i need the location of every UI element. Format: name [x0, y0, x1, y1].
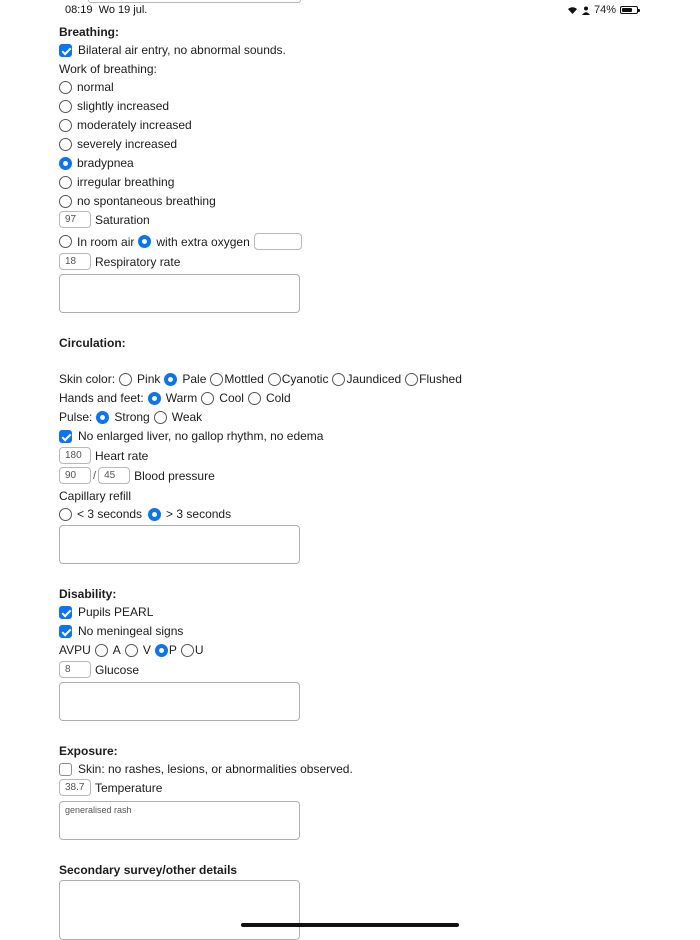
cap-option-label: < 3 seconds — [77, 507, 143, 521]
temperature-input[interactable]: 38.7 — [59, 779, 91, 796]
pulse-radio-weak[interactable] — [154, 411, 167, 424]
resp-rate-input[interactable]: 18 — [59, 253, 91, 270]
work-radio[interactable] — [59, 119, 72, 132]
skin-radio-cyanotic[interactable] — [268, 373, 281, 386]
air-source-row — [59, 233, 302, 250]
skin-radio-flushed[interactable] — [405, 373, 418, 386]
skin-color-row — [59, 372, 462, 386]
work-option-severely[interactable] — [59, 137, 177, 151]
liver-label: No enlarged liver, no gallop rhythm, no edema — [78, 429, 324, 443]
secondary-title: Secondary survey/other details — [59, 863, 238, 877]
saturation-input[interactable]: 97 — [59, 211, 91, 228]
bp-diastolic-input[interactable]: 45 — [98, 467, 130, 484]
saturation-row — [59, 211, 150, 228]
avpu-radio-p[interactable] — [155, 644, 168, 657]
hands-option-label: Warm — [165, 391, 198, 405]
work-radio[interactable] — [59, 138, 72, 151]
capillary-refill-label: Capillary refill — [59, 489, 132, 503]
work-radio[interactable] — [59, 195, 72, 208]
avpu-option-label: A — [112, 643, 121, 657]
skin-color-label: Skin color: — [59, 372, 116, 386]
extra-oxygen-input[interactable] — [254, 233, 302, 250]
pulse-row — [59, 410, 202, 424]
pulse-option-label: Weak — [171, 410, 203, 424]
circulation-title: Circulation: — [59, 336, 126, 350]
disability-title: Disability: — [59, 587, 117, 601]
exposure-title: Exposure: — [59, 744, 118, 758]
avpu-row — [59, 643, 204, 657]
hands-radio-cool[interactable] — [201, 392, 214, 405]
avpu-option-label: V — [142, 643, 151, 657]
pupils-checkbox[interactable] — [59, 606, 72, 619]
circulation-notes[interactable] — [59, 525, 300, 564]
skin-option-label: Cyanotic — [281, 372, 329, 386]
avpu-label: AVPU — [59, 643, 91, 657]
meningeal-checkbox-row[interactable] — [59, 624, 183, 638]
work-option-moderately[interactable] — [59, 118, 192, 132]
person-icon — [582, 6, 590, 15]
blood-pressure-label: Blood pressure — [134, 468, 215, 483]
extra-oxygen-radio[interactable] — [138, 235, 151, 248]
work-of-breathing-label: Work of breathing: — [59, 62, 157, 76]
pulse-radio-strong[interactable] — [96, 411, 109, 424]
hands-radio-warm[interactable] — [148, 392, 161, 405]
hands-option-label: Cold — [265, 391, 291, 405]
skin-radio-pink[interactable] — [119, 373, 132, 386]
previous-field-edge[interactable] — [88, 0, 301, 3]
cap-radio-more[interactable] — [148, 508, 161, 521]
pupils-checkbox-row[interactable] — [59, 605, 153, 619]
skin-exposure-label: Skin: no rashes, lesions, or abnormalities observed. — [78, 762, 353, 776]
wifi-icon — [567, 6, 578, 14]
room-air-radio[interactable] — [59, 235, 72, 248]
skin-option-label: Jaundiced — [346, 372, 402, 386]
heart-rate-label: Heart rate — [95, 448, 149, 463]
skin-radio-pale[interactable] — [164, 373, 177, 386]
resp-rate-row — [59, 253, 180, 270]
avpu-option-label: U — [194, 643, 204, 657]
work-radio[interactable] — [59, 176, 72, 189]
air-entry-label: Bilateral air entry, no abnormal sounds. — [78, 43, 286, 57]
work-radio-selected[interactable] — [59, 157, 72, 170]
temperature-label: Temperature — [95, 780, 163, 795]
avpu-radio-v[interactable] — [125, 644, 138, 657]
skin-option-label: Mottled — [224, 372, 264, 386]
battery-icon — [620, 6, 638, 14]
skin-option-label: Pink — [137, 372, 161, 386]
secondary-notes[interactable] — [59, 880, 300, 940]
skin-option-label: Flushed — [419, 372, 462, 386]
breathing-title: Breathing: — [59, 25, 119, 39]
work-option-label: no spontaneous breathing — [77, 194, 216, 208]
avpu-radio-a[interactable] — [95, 644, 108, 657]
work-radio[interactable] — [59, 100, 72, 113]
bp-separator: / — [93, 469, 97, 482]
home-indicator[interactable] — [241, 923, 459, 927]
skin-exposure-checkbox-row[interactable] — [59, 762, 353, 776]
battery-percent: 74% — [593, 4, 616, 16]
cap-option-label: > 3 seconds — [166, 507, 232, 521]
work-option-label: irregular breathing — [77, 175, 175, 189]
pulse-option-label: Strong — [114, 410, 150, 424]
blood-pressure-row — [59, 467, 215, 484]
exposure-notes[interactable]: generalised rash — [59, 801, 300, 840]
heart-rate-input[interactable]: 180 — [59, 447, 91, 464]
liver-checkbox[interactable] — [59, 430, 72, 443]
extra-oxygen-label: with extra oxygen — [156, 234, 250, 249]
cap-radio-less[interactable] — [59, 508, 72, 521]
work-option-label: normal — [77, 80, 114, 94]
status-time: 08:19 Wo 19 jul. — [65, 4, 148, 16]
hands-feet-row — [59, 391, 291, 405]
room-air-label: In room air — [77, 234, 135, 249]
work-option-normal[interactable] — [59, 80, 114, 94]
meningeal-label: No meningeal signs — [78, 624, 184, 638]
air-entry-checkbox[interactable] — [59, 44, 72, 57]
avpu-radio-u[interactable] — [181, 644, 194, 657]
work-option-no-spontaneous[interactable] — [59, 194, 216, 208]
breathing-notes[interactable] — [59, 274, 300, 313]
glucose-input[interactable]: 8 — [59, 661, 91, 678]
saturation-label: Saturation — [95, 212, 150, 227]
pupils-label: Pupils PEARL — [78, 605, 154, 619]
disability-notes[interactable] — [59, 682, 300, 721]
work-option-label: bradypnea — [77, 156, 134, 170]
skin-radio-mottled[interactable] — [210, 373, 223, 386]
avpu-option-label: P — [168, 643, 177, 657]
capillary-refill-row — [59, 507, 231, 521]
hands-radio-cold[interactable] — [248, 392, 261, 405]
work-option-label: slightly increased — [77, 99, 170, 113]
bp-systolic-input[interactable]: 90 — [59, 467, 91, 484]
skin-exposure-checkbox[interactable] — [59, 763, 72, 776]
temperature-row — [59, 779, 162, 796]
glucose-label: Glucose — [95, 662, 140, 677]
heart-rate-row — [59, 447, 148, 464]
hands-feet-label: Hands and feet: — [59, 391, 144, 405]
hands-option-label: Cool — [219, 391, 244, 405]
resp-rate-label: Respiratory rate — [95, 254, 181, 269]
work-option-label: moderately increased — [77, 118, 192, 132]
skin-option-label: Pale — [182, 372, 207, 386]
pulse-label: Pulse: — [59, 410, 93, 424]
glucose-row — [59, 661, 139, 678]
meningeal-checkbox[interactable] — [59, 625, 72, 638]
work-option-label: severely increased — [77, 137, 178, 151]
work-option-irregular[interactable] — [59, 175, 174, 189]
work-radio[interactable] — [59, 81, 72, 94]
work-option-slightly[interactable] — [59, 99, 169, 113]
air-entry-checkbox-row[interactable] — [59, 43, 286, 57]
skin-radio-jaundiced[interactable] — [332, 373, 345, 386]
work-option-bradypnea[interactable] — [59, 156, 134, 170]
status-right — [567, 4, 638, 16]
liver-checkbox-row[interactable] — [59, 429, 323, 443]
